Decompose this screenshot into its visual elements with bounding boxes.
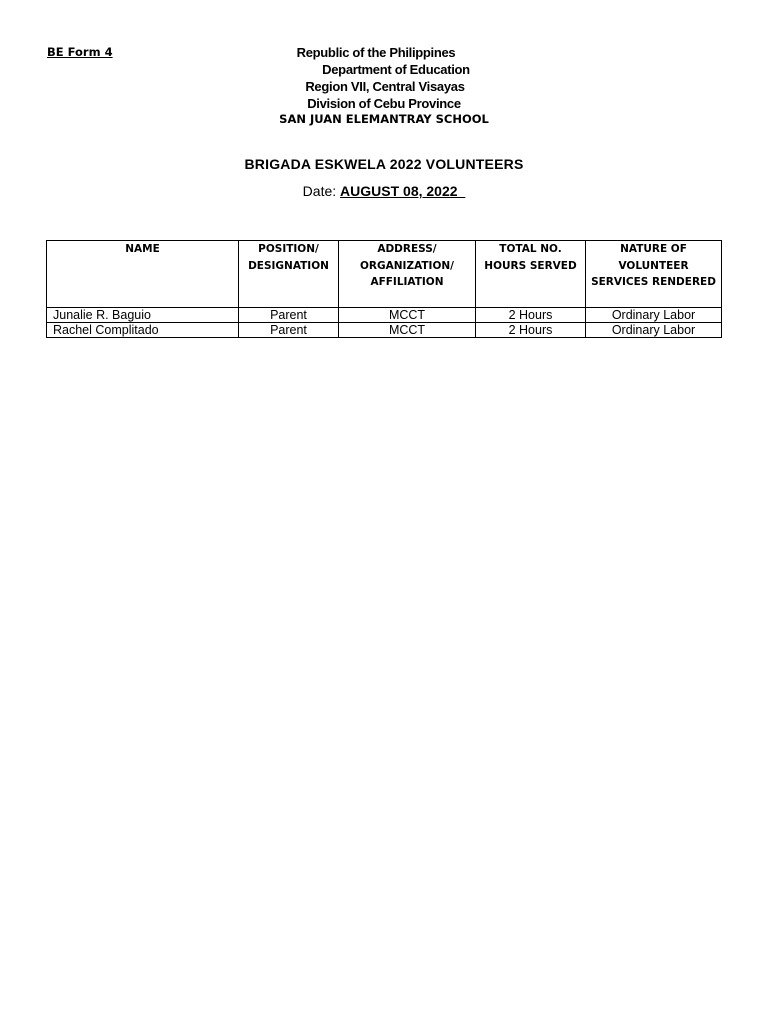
form-label: BE Form 4 — [47, 45, 113, 59]
header-department: Department of Education — [322, 62, 470, 77]
cell-name: Junalie R. Baguio — [47, 308, 239, 323]
header-school: SAN JUAN ELEMANTRAY SCHOOL — [279, 112, 489, 126]
cell-position: Parent — [239, 323, 339, 338]
cell-name: Rachel Complitado — [47, 323, 239, 338]
column-header-name: NAME — [47, 241, 239, 308]
date-value: AUGUST 08, 2022 — [340, 183, 466, 199]
volunteers-table — [46, 240, 722, 338]
cell-address: MCCT — [339, 323, 476, 338]
column-header-address: ADDRESS/ ORGANIZATION/ AFFILIATION — [339, 241, 476, 308]
table-row — [47, 308, 722, 323]
date-line — [0, 183, 768, 199]
column-header-position: POSITION/ DESIGNATION — [239, 241, 339, 308]
header-region: Region VII, Central Visayas — [305, 79, 465, 94]
table-row — [47, 323, 722, 338]
date-label: Date: — [302, 183, 341, 199]
column-header-nature: NATURE OF VOLUNTEER SERVICES RENDERED — [586, 241, 722, 308]
cell-hours: 2 Hours — [476, 308, 586, 323]
column-header-hours: TOTAL NO. HOURS SERVED — [476, 241, 586, 308]
cell-nature: Ordinary Labor — [586, 323, 722, 338]
header-division: Division of Cebu Province — [307, 96, 461, 111]
document-title: BRIGADA ESKWELA 2022 VOLUNTEERS — [244, 156, 524, 172]
cell-hours: 2 Hours — [476, 323, 586, 338]
header-republic: Republic of the Philippines — [296, 45, 456, 60]
cell-position: Parent — [239, 308, 339, 323]
cell-nature: Ordinary Labor — [586, 308, 722, 323]
cell-address: MCCT — [339, 308, 476, 323]
table-header-row — [47, 241, 722, 308]
